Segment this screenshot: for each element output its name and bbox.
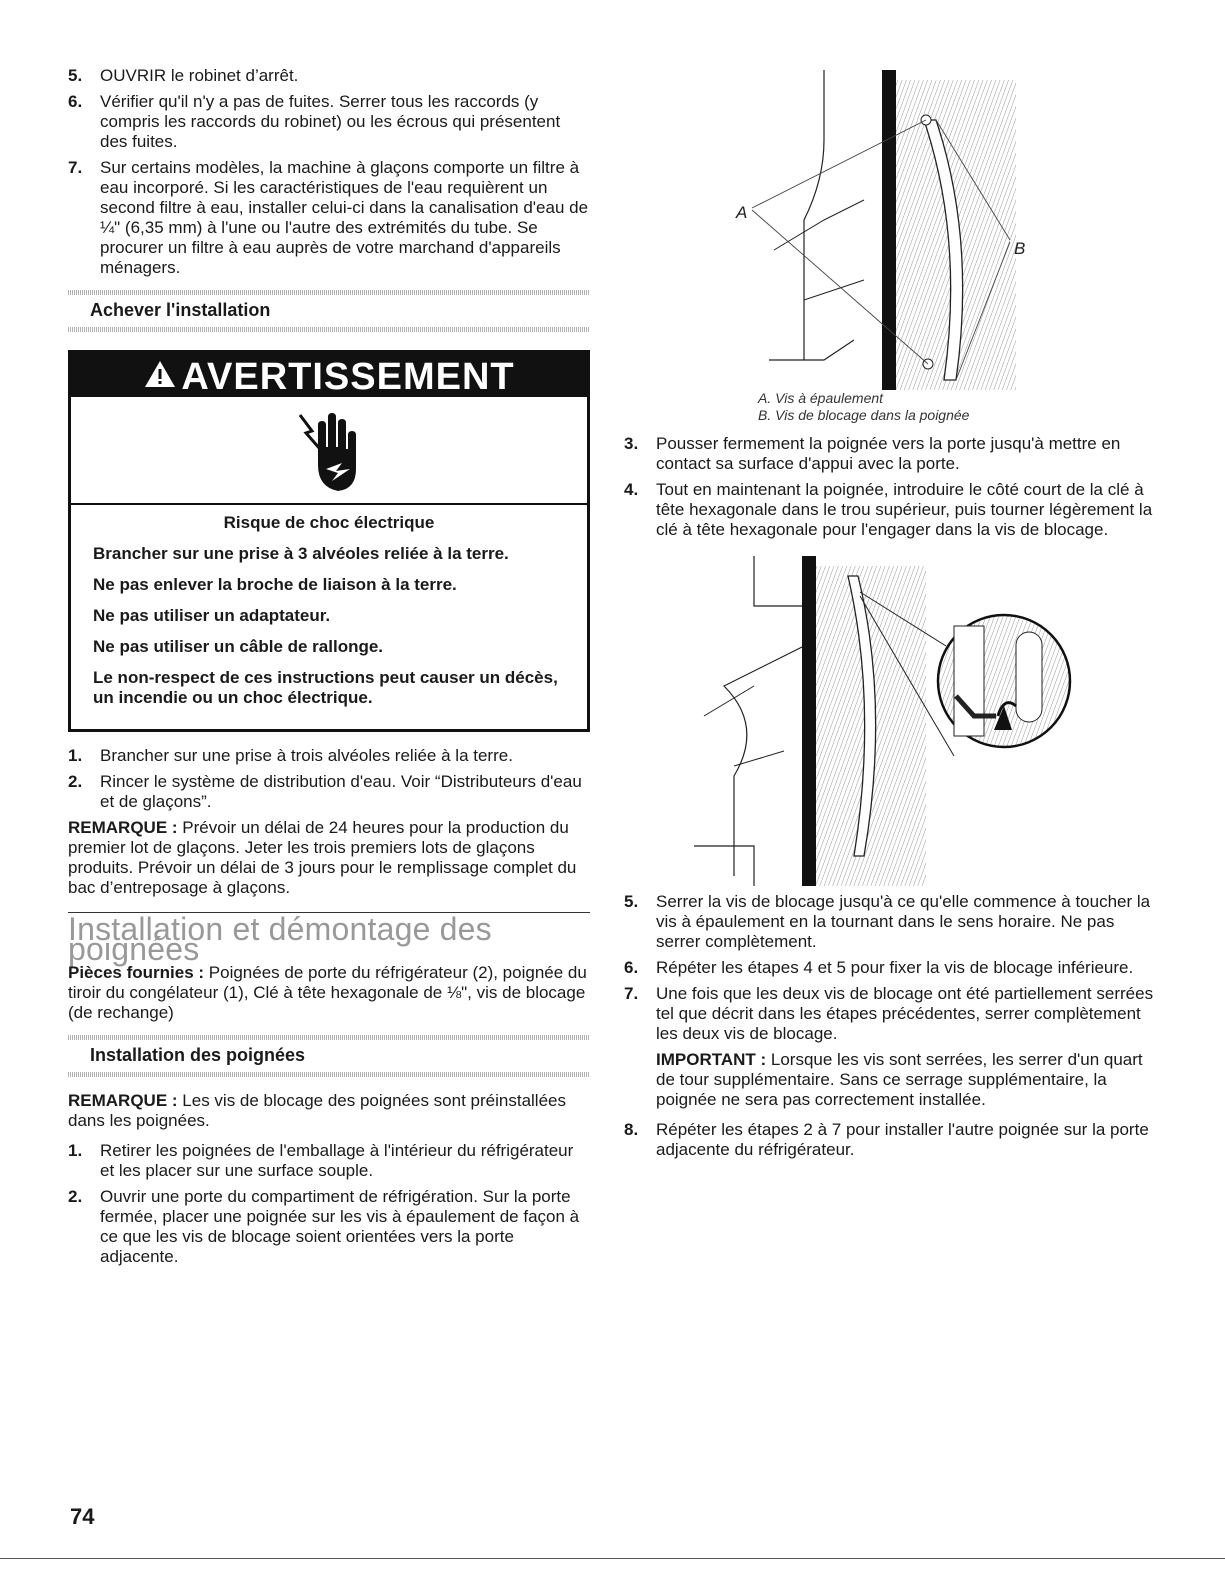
steps-top	[68, 66, 590, 278]
subhead-installation: Installation des poignées	[68, 1035, 590, 1077]
note-screws: REMARQUE : Les vis de blocage des poignées sont préinstallées dans les poignées.	[68, 1091, 566, 1130]
left-column	[68, 66, 590, 1273]
steps-bottom	[68, 1141, 590, 1267]
warning-triangle-icon	[143, 359, 177, 389]
caption-b: B. Vis de blocage dans la poignée	[758, 407, 970, 423]
handle-screws-illustration	[624, 60, 1154, 390]
warning-box	[68, 350, 590, 732]
list-item: 1. Brancher sur une prise à trois alvéoles reliée à la terre.	[68, 746, 513, 765]
list-item: 5. Serrer la vis de blocage jusqu'à ce qu'elle commence à toucher la vis à épaulement en la tournant dans le sens horaire. Ne pas serrer complètement.	[624, 892, 1151, 951]
steps-a	[624, 434, 1154, 540]
page-number: 74	[70, 1504, 95, 1529]
parts-paragraph: Pièces fournies : Poignées de porte du réfrigérateur (2), poignée du tiroir du congélateur (1), Clé à tête hexagonale de ⅛", vis de blocage (de rechange)	[68, 963, 587, 1022]
section-heading: Installation et démontage des poignées	[68, 911, 492, 967]
list-item: 5. OUVRIR le robinet d’arrêt.	[68, 66, 299, 85]
electric-shock-hand-icon	[71, 397, 587, 503]
list-item: 4. Tout en maintenant la poignée, introduire le côté court de la clé à tête hexagonale dans le trou supérieur, puis tourner légèrement la clé à tête hexagonale pour l'engager dans la vis de blocage.	[624, 480, 1153, 539]
list-item: 6. Vérifier qu'il n'y a pas de fuites. Serrer tous les raccords (y compris les raccords du robinet) ou les écrous qui présentent des fuites.	[68, 92, 561, 151]
steps-mid	[68, 746, 590, 812]
list-item: 6. Répéter les étapes 4 et 5 pour fixer la vis de blocage inférieure.	[624, 958, 1134, 977]
footer-rule	[0, 1558, 1225, 1559]
figure-label-b: B	[1014, 239, 1026, 258]
list-item: 7. Une fois que les deux vis de blocage ont été partiellement serrées tel que décrit dans les étapes précédentes, serrer complètement les deux vis de blocage.	[624, 984, 1154, 1043]
steps-c	[624, 1120, 1154, 1160]
hex-key-illustration	[624, 546, 1154, 886]
caption-a: A. Vis à épaulement	[758, 390, 884, 406]
right-column	[624, 60, 1154, 1166]
list-item: 1. Retirer les poignées de l'emballage à l'intérieur du réfrigérateur et les placer sur une surface souple.	[68, 1141, 574, 1180]
figure-label-a: A	[736, 203, 748, 222]
list-item: 2. Rincer le système de distribution d'eau. Voir “Distributeurs d'eau et de glaçons”.	[68, 772, 582, 811]
list-item: 7. Sur certains modèles, la machine à glaçons comporte un filtre à eau incorporé. Si les caractéristiques de l'eau requièrent un second filtre à eau, installer celui-ci dans la canalisation d'eau de ¼" (6,35 mm) à l'une ou l'autre des extrémités du tube. Se procurer un filtre à eau auprès de votre marchand d'appareils ménagers.	[68, 158, 589, 277]
list-item: 3. Pousser fermement la poignée vers la porte jusqu'à mettre en contact sa surface d'appui avec la porte.	[624, 434, 1121, 473]
list-item: 2. Ouvrir une porte du compartiment de réfrigération. Sur la porte fermée, placer une poignée sur les vis à épaulement de façon à ce que les vis de blocage soient orientées vers la porte adjacente.	[68, 1187, 580, 1266]
steps-b	[624, 892, 1154, 1044]
note-ice: REMARQUE : Prévoir un délai de 24 heures pour la production du premier lot de glaçons. Jeter les trois premiers lots de glaçons produits. Prévoir un délai de 3 jours pour le remplissage complet du bac d’entreposage à glaçons.	[68, 818, 577, 897]
warning-title: AVERTISSEMENT	[181, 356, 515, 398]
warning-header	[71, 353, 587, 397]
subhead-achever: Achever l'installation	[68, 290, 590, 332]
important-note: IMPORTANT : Lorsque les vis sont serrées, les serrer d'un quart de tour supplémentaire. Sans ce serrage supplémentaire, la poignée ne sera pas correctement installée.	[656, 1050, 1143, 1109]
list-item: 8. Répéter les étapes 2 à 7 pour installer l'autre poignée sur la porte adjacente du réfrigérateur.	[624, 1120, 1149, 1159]
warning-lines: Risque de choc électrique Brancher sur une prise à 3 alvéoles reliée à la terre. Ne pas enlever la broche de liaison à la terre. Ne pas utiliser un adaptateur. Ne pas utiliser un câble de rallonge. Le non-respect de ces instructions peut causer un décès, un incendie ou un choc électrique.	[93, 513, 558, 707]
